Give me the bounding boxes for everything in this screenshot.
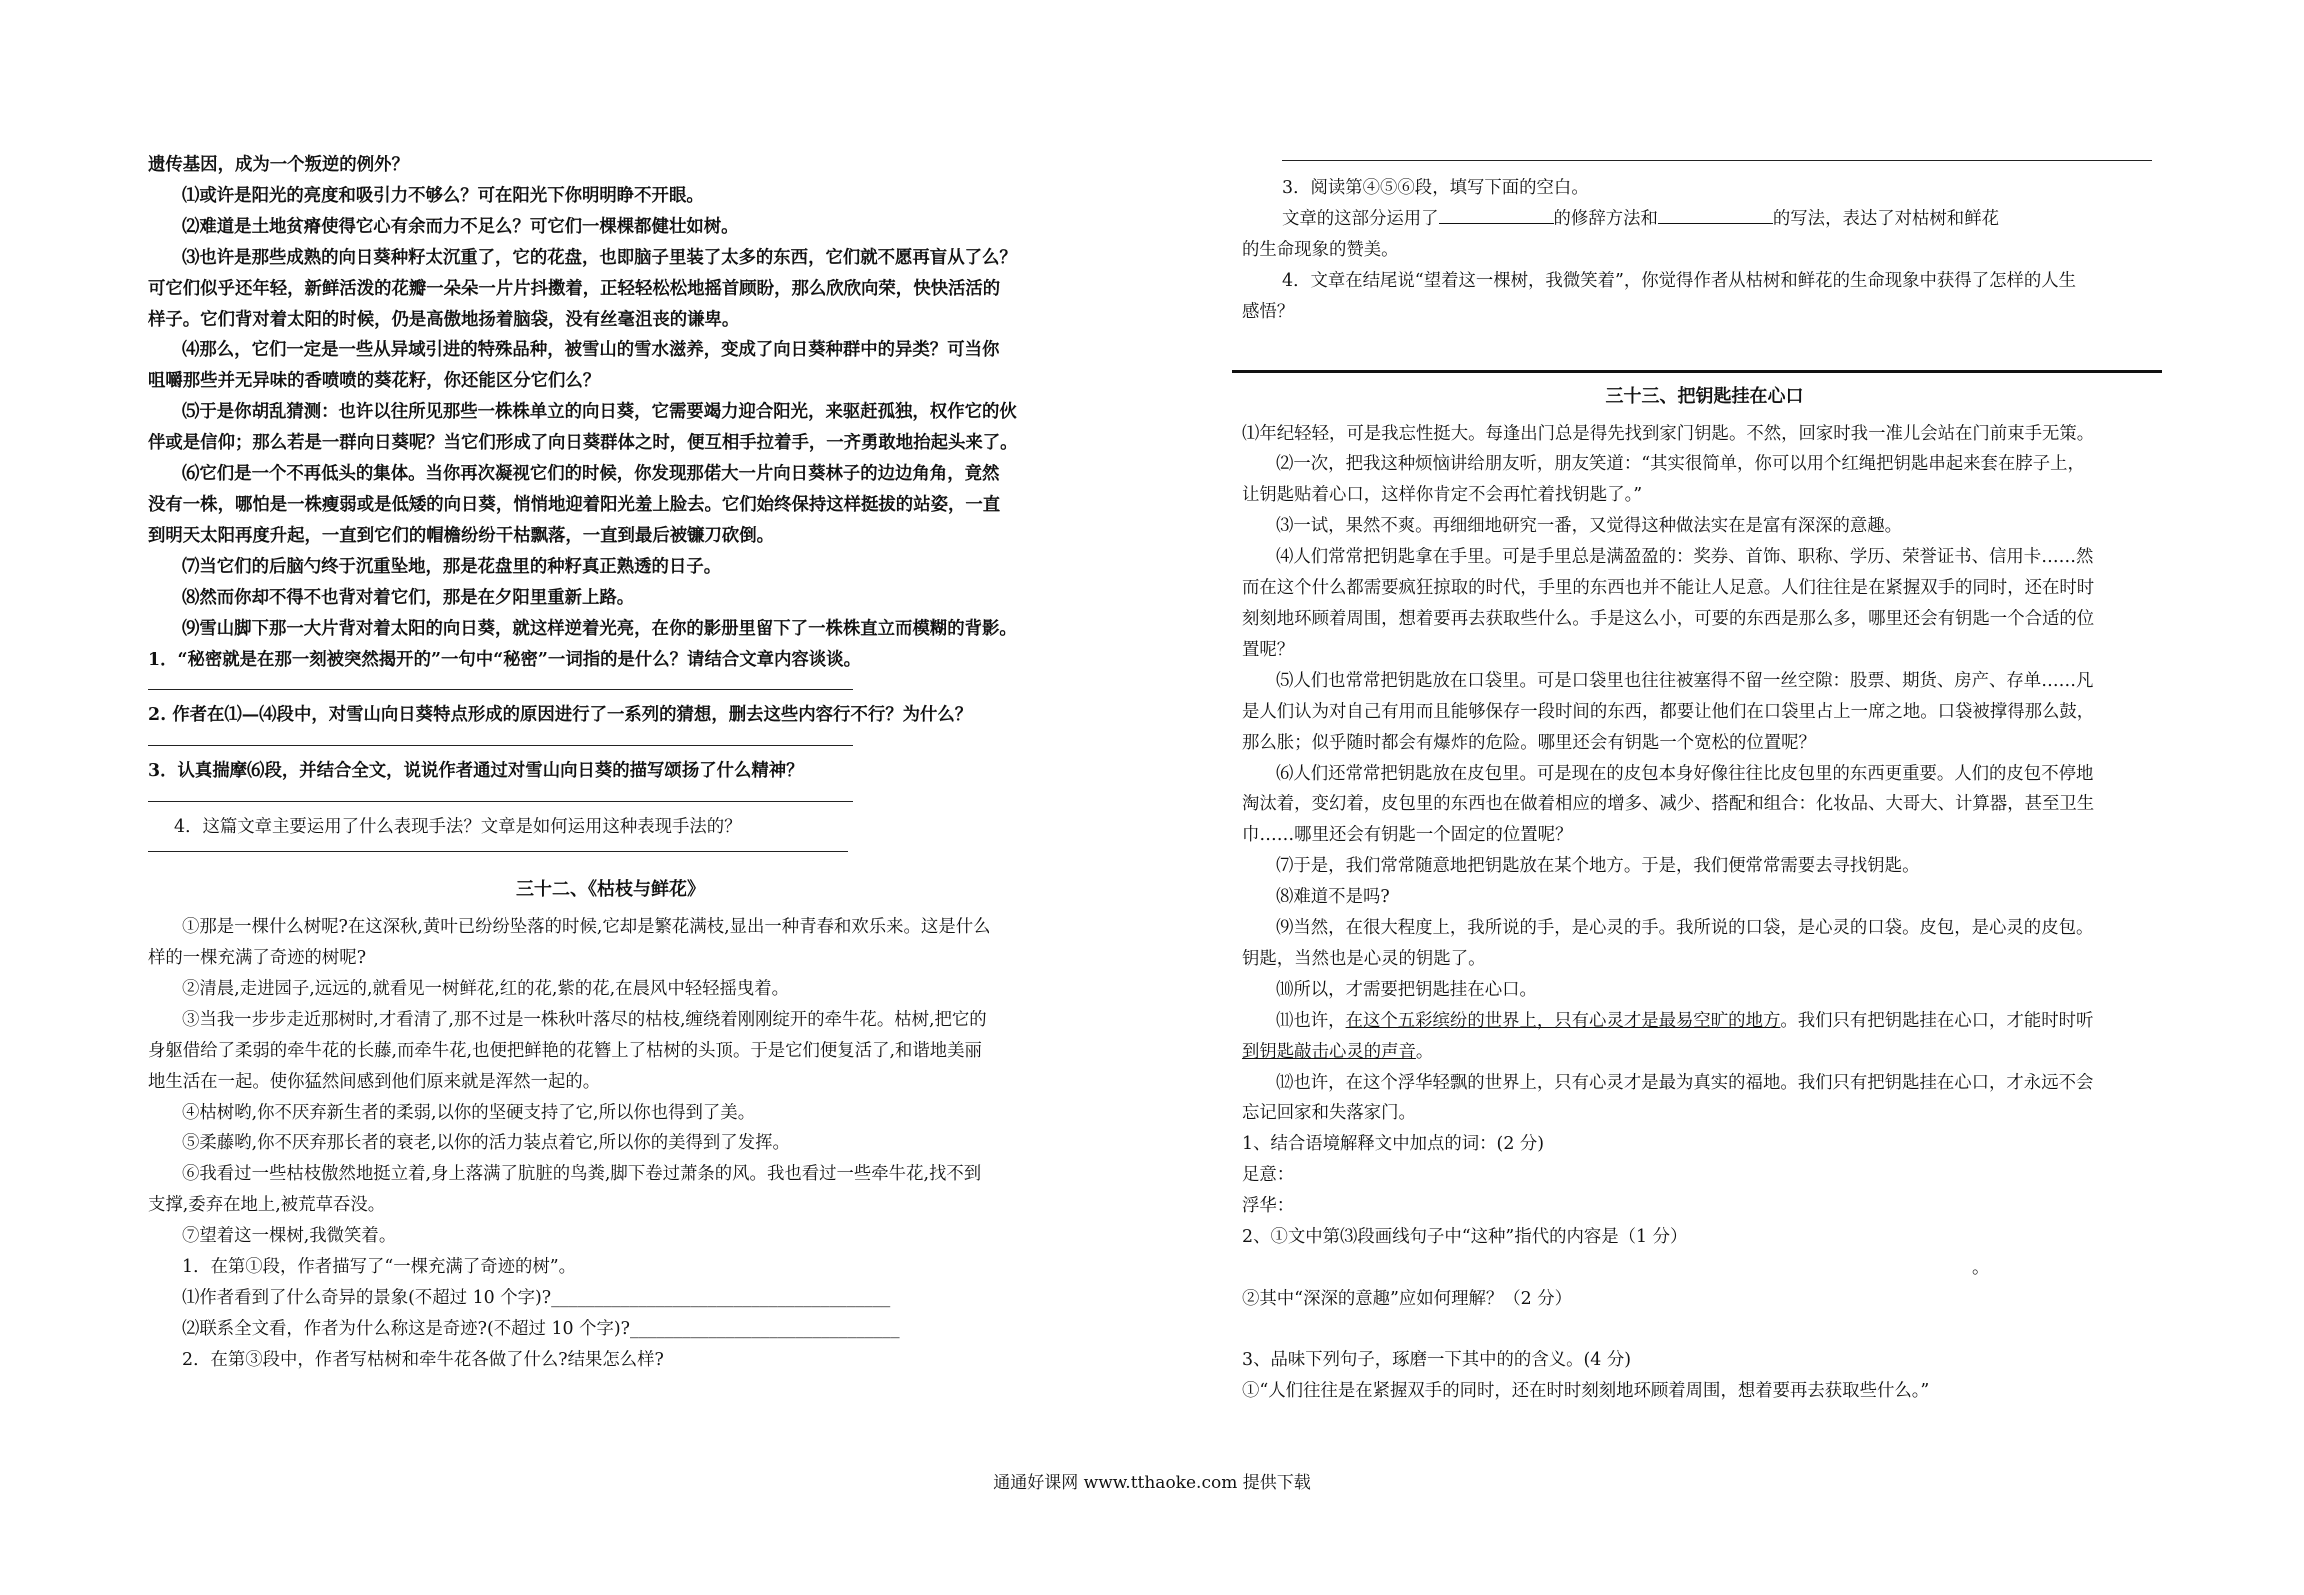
passage-line: ⑹它们是一个不再低头的集体。当你再次凝视它们的时候，你发现那偌大一片向日葵林子的边边角角，竟然 — [182, 464, 1000, 485]
blank-field[interactable] — [1658, 205, 1773, 224]
section-title-33: 三十三、把钥匙挂在心口 — [1605, 385, 1804, 407]
passage-line: ⑴年纪轻轻，可是我忘性挺大。每逢出门总是得先找到家门钥匙。不然，回家时我一准儿会站在门前束手无策。 — [1242, 423, 2095, 444]
text-span: 。我们只有把钥匙挂在心口，才能时时听 — [1780, 1010, 2094, 1031]
right-column — [1242, 160, 2167, 1407]
passage-line: ⑶一试，果然不爽。再细细地研究一番，又觉得这种做法实在是富有深深的意趣。 — [1276, 516, 1903, 537]
question-line-end: 。 — [1972, 1258, 1990, 1278]
footer-credit: 通通好课网 www.tthaoke.com 提供下载 — [993, 1473, 1311, 1493]
passage-line: 支撑,委弃在地上,被荒草吞没。 — [148, 1195, 386, 1216]
passage-line: ④枯树哟,你不厌弃新生者的柔弱,以你的坚硬支持了它,所以你也得到了美。 — [182, 1102, 756, 1123]
question-1: 1．“秘密就是在那一刻被突然揭开的”一句中“秘密”一词指的是什么？请结合文章内容谈谈。 — [148, 649, 861, 670]
passage-line: 那么胀；似乎随时都会有爆炸的危险。哪里还会有钥匙一个宽松的位置呢？ — [1242, 732, 1816, 753]
passage-line: ⑹人们还常常把钥匙放在皮包里。可是现在的皮包本身好像往往比皮包里的东西更重要。人们的皮包不停地 — [1276, 763, 2094, 784]
question-line: 1、结合语境解释文中加点的词：(2 分) — [1242, 1134, 1545, 1155]
passage-line: ⑺于是，我们常常随意地把钥匙放在某个地方。于是，我们便常常需要去寻找钥匙。 — [1276, 856, 1920, 877]
answer-line — [1282, 160, 2152, 161]
passage-line: 没有一株，哪怕是一株瘦弱或是低矮的向日葵，悄悄地迎着阳光羞上脸去。它们始终保持这样挺拔的站姿，一直 — [148, 494, 1001, 515]
left-column — [148, 150, 1073, 1376]
passage-line: 样的一棵充满了奇迹的树呢? — [148, 948, 367, 969]
question-4-right: 4．文章在结尾说“望着这一棵树，我微笑着”，你觉得作者从枯树和鲜花的生命现象中获得了怎样的人生 — [1282, 270, 2077, 291]
question-line: 浮华： — [1242, 1196, 1295, 1217]
underlined-sentence: 到钥匙敲击心灵的声音 — [1242, 1041, 1416, 1062]
passage-line — [1242, 1006, 2167, 1037]
passage-line: ⑵难道是土地贫瘠使得它心有余而力不足么？可它们一棵棵都健壮如树。 — [182, 216, 739, 237]
question-3: 3．认真揣摩⑹段，并结合全文，说说作者通过对雪山向日葵的描写颂扬了什么精神？ — [148, 761, 804, 782]
passage-line: 到明天太阳再度升起，一直到它们的帽檐纷纷干枯飘落，一直到最后被镰刀砍倒。 — [148, 525, 775, 546]
question-line: 3、品味下列句子，琢磨一下其中的的含义。(4 分) — [1242, 1349, 1632, 1370]
questions-33 — [1242, 1129, 2167, 1406]
fill-text: 文章的这部分运用了 — [1282, 208, 1439, 229]
passage-line: ⑽所以，才需要把钥匙挂在心口。 — [1276, 979, 1537, 1000]
answer-line — [148, 801, 853, 802]
passage-line: 巾……哪里还会有钥匙一个固定的位置呢？ — [1242, 825, 1573, 846]
question-line: 2．在第③段中，作者写枯树和牵牛花各做了什么?结果怎么样? — [182, 1349, 664, 1370]
question-line: 足意： — [1242, 1165, 1295, 1186]
fill-text: 的写法，表达了对枯树和鲜花 — [1772, 208, 1999, 229]
passage-line: ⑻难道不是吗? — [1276, 887, 1390, 908]
passage-line: 是人们认为对自己有用而且能够保存一段时间的东西，都要让他们在口袋里占上一席之地。口袋被撑得那么鼓， — [1242, 701, 2095, 722]
passage-line: ⑴或许是阳光的亮度和吸引力不够么？可在阳光下你明明睁不开眼。 — [182, 185, 704, 206]
question-line: ⑴作者看到了什么奇异的景象(不超过 10 个字)?_______________________________________ — [182, 1288, 891, 1308]
passage-line: ⑵一次，把我这种烦恼讲给朋友听，朋友笑道：“其实很简单，你可以用个红绳把钥匙串起来套在脖子上， — [1276, 454, 2085, 475]
question-2: 2. 作者在⑴—⑷段中，对雪山向日葵特点形成的原因进行了一系列的猜想，删去这些内容行不行？为什么？ — [148, 705, 973, 726]
passage-line: ②清晨,走进园子,远远的,就看见一树鲜花,红的花,紫的花,在晨风中轻轻摇曳着。 — [182, 978, 790, 999]
question-4: 4．这篇文章主要运用了什么表现手法？文章是如何运用这种表现手法的？ — [174, 817, 742, 838]
answer-space — [1242, 1315, 2167, 1345]
answer-line — [148, 851, 848, 852]
passage-line: 让钥匙贴着心口，这样你肯定不会再忙着找钥匙了。” — [1242, 485, 1643, 506]
questions-32 — [148, 1252, 1073, 1376]
answer-line — [148, 689, 853, 690]
section-title-32: 三十二、《枯枝与鲜花》 — [516, 879, 705, 901]
passage-line: ⑷人们常常把钥匙拿在手里。可是手里总是满盈盈的：奖券、首饰、职称、学历、荣誉证书、信用卡……然 — [1276, 547, 2094, 568]
passage-sunflower — [148, 150, 1073, 645]
underlined-sentence: 在这个五彩缤纷的世界上，只有心灵才是最易空旷的地方 — [1345, 1010, 1781, 1031]
question-line: ①“人们往往是在紧握双手的同时，还在时时刻刻地环顾着周围，想着要再去获取些什么。” — [1242, 1380, 1930, 1401]
passage-line: ⑺当它们的后脑勺终于沉重坠地，那是花盘里的种籽真正熟透的日子。 — [182, 556, 722, 577]
question-line: ②其中“深深的意趣”应如何理解？（2 分） — [1242, 1288, 1573, 1309]
passage-line: 而在这个什么都需要疯狂掠取的时代，手里的东西也并不能让人足意。人们往往是在紧握双手的同时，还在时时 — [1242, 578, 2095, 599]
passage-line: ⑦望着这一棵树,我微笑着。 — [182, 1226, 397, 1247]
passage-line: 钥匙，当然也是心灵的钥匙了。 — [1242, 948, 1486, 969]
passage-line: 可它们似乎还年轻，新鲜活泼的花瓣一朵朵一片片抖擞着，正轻轻松松地摇首顾盼，那么欣欣向荣，快快活活的 — [148, 278, 1001, 299]
passage-line: ⑻然而你却不得不也背对着它们，那是在夕阳里重新上路。 — [182, 587, 635, 608]
passage-line: ⑤柔藤哟,你不厌弃那长者的衰老,以你的活力装点着它,所以你的美得到了发挥。 — [182, 1133, 790, 1154]
passage-line: ⑿也许，在这个浮华轻飘的世界上，只有心灵才是最为真实的福地。我们只有把钥匙挂在心口，才永远不会 — [1276, 1072, 2094, 1093]
passage-line: ⑶也许是那些成熟的向日葵种籽太沉重了，它的花盘，也即脑子里装了太多的东西，它们就不愿再盲从了么？ — [182, 247, 1017, 268]
fill-text: 的修辞方法和 — [1553, 208, 1658, 229]
passage-line: ⑼当然，在很大程度上，我所说的手，是心灵的手。我所说的口袋，是心灵的口袋。皮包，是心灵的皮包。 — [1276, 918, 2094, 939]
passage-line: 地生活在一起。使你猛然间感到他们原来就是浑然一起的。 — [148, 1071, 601, 1092]
passage-line: 样子。它们背对着太阳的时候，仍是高傲地扬着脑袋，没有丝毫沮丧的谦卑。 — [148, 309, 740, 330]
passage-dry-branch — [148, 912, 1073, 1252]
text-span: 。 — [1415, 1041, 1434, 1062]
question-line: 2、①文中第⑶段画线句子中“这种”指代的内容是（1 分） — [1242, 1227, 1688, 1248]
passage-line: 伴或是信仰；那么若是一群向日葵呢？当它们形成了向日葵群体之时，便互相手拉着手，一齐勇敢地抬起头来了。 — [148, 433, 1018, 454]
passage-line — [1242, 1037, 2167, 1068]
passage-line: ⑷那么，它们一定是一些从异域引进的特殊品种，被雪山的雪水滋养，变成了向日葵种群中的异类？可当你 — [182, 340, 1000, 361]
question-3-right: 3．阅读第④⑤⑥段，填写下面的空白。 — [1282, 178, 1589, 198]
fill-in-question — [1242, 204, 2167, 235]
passage-line: 咀嚼那些并无异味的香喷喷的葵花籽，你还能区分它们么？ — [148, 371, 601, 392]
passage-line: 淘汰着，变幻着，皮包里的东西也在做着相应的增多、减少、搭配和组合：化妆品、大哥大、计算器，甚至卫生 — [1242, 794, 2095, 815]
question-line: 1．在第①段，作者描写了“一棵充满了奇迹的树”。 — [182, 1257, 577, 1278]
passage-line: ③当我一步步走近那树时,才看清了,那不过是一株秋叶落尽的枯枝,缠绕着刚刚绽开的牵牛花。枯树,把它的 — [182, 1009, 987, 1030]
answer-line — [148, 745, 853, 746]
passage-key — [1242, 419, 2167, 1130]
passage-line: 忘记回家和失落家门。 — [1242, 1103, 1416, 1124]
question-4-right-cont: 感悟？ — [1242, 301, 1295, 322]
passage-line: 遗传基因，成为一个叛逆的例外？ — [148, 155, 409, 175]
passage-line: 身躯借给了柔弱的牵牛花的长藤,而牵牛花,也便把鲜艳的花簪上了枯树的头顶。于是它们便复活了,和谐地美丽 — [148, 1040, 982, 1061]
question-line: ⑵联系全文看，作者为什么称这是奇迹?(不超过 10 个字)?_______________________________ — [182, 1318, 900, 1339]
section-divider — [1232, 370, 2162, 373]
passage-line: 刻刻地环顾着周围，想着要再去获取些什么。手是这么小，可要的东西是那么多，哪里还会有钥匙一个合适的位 — [1242, 608, 2095, 629]
text-span: ⑾也许， — [1276, 1010, 1346, 1031]
fill-text: 的生命现象的赞美。 — [1242, 239, 1399, 260]
passage-line: ⑸人们也常常把钥匙放在口袋里。可是口袋里也往往被塞得不留一丝空隙：股票、期货、房产、存单……凡 — [1276, 670, 2094, 691]
passage-line: ⑥我看过一些枯枝傲然地挺立着,身上落满了肮脏的鸟粪,脚下卷过萧条的风。我也看过一些牵牛花,找不到 — [182, 1164, 982, 1185]
passage-line: ⑼雪山脚下那一大片背对着太阳的向日葵，就这样逆着光亮，在你的影册里留下了一株株直立而模糊的背影。 — [182, 618, 1017, 639]
passage-line: 置呢？ — [1242, 639, 1295, 660]
passage-line: ①那是一棵什么树呢?在这深秋,黄叶已纷纷坠落的时候,它却是繁花满枝,显出一种青春和欢乐来。这是什么 — [182, 917, 991, 938]
passage-line: ⑸于是你胡乱猜测：也许以往所见那些一株株单立的向日葵，它需要竭力迎合阳光，来驱赶孤独，权作它的伙 — [182, 402, 1017, 423]
blank-field[interactable] — [1439, 205, 1554, 224]
